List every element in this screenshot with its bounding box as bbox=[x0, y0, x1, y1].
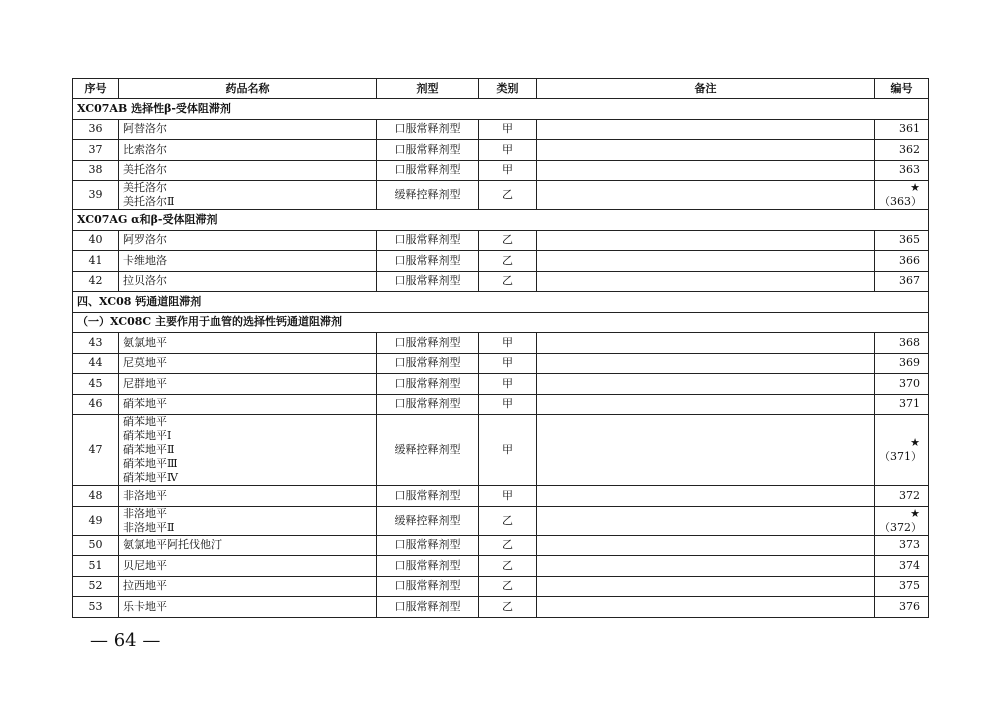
header-no: 序号 bbox=[73, 79, 119, 99]
drug-name: 氨氯地平 bbox=[123, 335, 167, 349]
cell-code: 367 bbox=[875, 271, 929, 292]
cell-no: 48 bbox=[73, 486, 119, 507]
section-row bbox=[73, 210, 929, 231]
cell-form: 缓释控释剂型 bbox=[377, 506, 479, 535]
header-note: 备注 bbox=[537, 79, 875, 99]
cell-code: 375 bbox=[875, 576, 929, 597]
cell-name bbox=[119, 415, 377, 486]
cell-note bbox=[537, 140, 875, 161]
cell-no: 42 bbox=[73, 271, 119, 292]
table-row bbox=[73, 597, 929, 618]
drug-name: 拉贝洛尔 bbox=[123, 274, 167, 288]
cell-name bbox=[119, 576, 377, 597]
cell-form: 口服常释剂型 bbox=[377, 119, 479, 140]
cell-note bbox=[537, 374, 875, 395]
cell-code: 366 bbox=[875, 251, 929, 272]
cell-category: 乙 bbox=[479, 535, 537, 556]
cell-code: 373 bbox=[875, 535, 929, 556]
cell-no: 49 bbox=[73, 506, 119, 535]
cell-category: 乙 bbox=[479, 271, 537, 292]
header-form: 剂型 bbox=[377, 79, 479, 99]
cell-no: 43 bbox=[73, 333, 119, 354]
cell-code: 365 bbox=[875, 230, 929, 251]
table-row bbox=[73, 119, 929, 140]
cell-note bbox=[537, 181, 875, 210]
table-row bbox=[73, 394, 929, 415]
cell-form: 口服常释剂型 bbox=[377, 140, 479, 161]
cell-name bbox=[119, 486, 377, 507]
cell-category: 乙 bbox=[479, 597, 537, 618]
cell-no: 50 bbox=[73, 535, 119, 556]
drug-name: 硝苯地平 bbox=[123, 397, 167, 411]
drug-name: 硝苯地平Ⅱ bbox=[123, 443, 175, 456]
drug-table bbox=[72, 78, 929, 618]
drug-name: 硝苯地平Ⅲ bbox=[123, 457, 178, 470]
section-title: 四、XC08 钙通道阻滞剂 bbox=[73, 292, 929, 313]
table-row bbox=[73, 271, 929, 292]
cell-name bbox=[119, 140, 377, 161]
cell-no: 36 bbox=[73, 119, 119, 140]
cell-code: 370 bbox=[875, 374, 929, 395]
page-number: — 64 — bbox=[90, 630, 161, 651]
cell-no: 40 bbox=[73, 230, 119, 251]
cell-name bbox=[119, 374, 377, 395]
cell-code: ★（363） bbox=[875, 181, 929, 210]
drug-name: 氨氯地平阿托伐他汀 bbox=[123, 538, 222, 552]
cell-category: 甲 bbox=[479, 119, 537, 140]
cell-note bbox=[537, 415, 875, 486]
cell-form: 口服常释剂型 bbox=[377, 160, 479, 181]
drug-name: 阿罗洛尔 bbox=[123, 233, 167, 247]
cell-category: 甲 bbox=[479, 353, 537, 374]
cell-code: 376 bbox=[875, 597, 929, 618]
cell-category: 乙 bbox=[479, 251, 537, 272]
cell-category: 乙 bbox=[479, 576, 537, 597]
cell-name bbox=[119, 333, 377, 354]
cell-name bbox=[119, 506, 377, 535]
section-row bbox=[73, 99, 929, 120]
cell-name bbox=[119, 251, 377, 272]
cell-form: 口服常释剂型 bbox=[377, 333, 479, 354]
drug-name: 硝苯地平 bbox=[123, 415, 167, 428]
cell-form: 口服常释剂型 bbox=[377, 556, 479, 577]
cell-note bbox=[537, 230, 875, 251]
drug-name: 非洛地平Ⅱ bbox=[123, 520, 175, 534]
cell-no: 46 bbox=[73, 394, 119, 415]
cell-category: 乙 bbox=[479, 181, 537, 210]
cell-code: 374 bbox=[875, 556, 929, 577]
cell-no: 39 bbox=[73, 181, 119, 210]
cell-no: 47 bbox=[73, 415, 119, 486]
drug-name: 阿替洛尔 bbox=[123, 122, 167, 136]
drug-name: 非洛地平 bbox=[123, 488, 167, 502]
table-row bbox=[73, 333, 929, 354]
cell-name bbox=[119, 353, 377, 374]
cell-category: 甲 bbox=[479, 415, 537, 486]
cell-note bbox=[537, 535, 875, 556]
cell-note bbox=[537, 486, 875, 507]
cell-note bbox=[537, 576, 875, 597]
cell-name bbox=[119, 160, 377, 181]
drug-name: 卡维地洛 bbox=[123, 253, 167, 267]
cell-form: 口服常释剂型 bbox=[377, 486, 479, 507]
cell-note bbox=[537, 556, 875, 577]
drug-name: 尼群地平 bbox=[123, 376, 167, 390]
header-category: 类别 bbox=[479, 79, 537, 99]
cell-no: 45 bbox=[73, 374, 119, 395]
cell-no: 44 bbox=[73, 353, 119, 374]
table-row bbox=[73, 181, 929, 210]
cell-category: 乙 bbox=[479, 506, 537, 535]
cell-category: 乙 bbox=[479, 556, 537, 577]
cell-category: 甲 bbox=[479, 160, 537, 181]
cell-form: 口服常释剂型 bbox=[377, 374, 479, 395]
drug-name: 比索洛尔 bbox=[123, 142, 167, 156]
cell-name bbox=[119, 271, 377, 292]
drug-name: 非洛地平 bbox=[123, 506, 167, 520]
cell-category: 甲 bbox=[479, 140, 537, 161]
cell-category: 甲 bbox=[479, 374, 537, 395]
cell-form: 口服常释剂型 bbox=[377, 597, 479, 618]
table-row bbox=[73, 556, 929, 577]
cell-code: 363 bbox=[875, 160, 929, 181]
cell-code: 371 bbox=[875, 394, 929, 415]
drug-name: 美托洛尔Ⅱ bbox=[123, 195, 175, 208]
drug-name: 硝苯地平Ⅰ bbox=[123, 429, 172, 442]
cell-name bbox=[119, 119, 377, 140]
drug-name: 硝苯地平Ⅳ bbox=[123, 471, 178, 484]
cell-no: 41 bbox=[73, 251, 119, 272]
cell-category: 乙 bbox=[479, 230, 537, 251]
drug-name: 乐卡地平 bbox=[123, 599, 167, 613]
cell-form: 口服常释剂型 bbox=[377, 353, 479, 374]
drug-name: 美托洛尔 bbox=[123, 163, 167, 177]
cell-name bbox=[119, 181, 377, 210]
section-title: （一）XC08C 主要作用于血管的选择性钙通道阻滞剂 bbox=[73, 312, 929, 333]
cell-no: 38 bbox=[73, 160, 119, 181]
cell-form: 口服常释剂型 bbox=[377, 251, 479, 272]
section-title: XC07AB 选择性β-受体阻滞剂 bbox=[73, 99, 929, 120]
cell-name bbox=[119, 535, 377, 556]
cell-form: 口服常释剂型 bbox=[377, 230, 479, 251]
cell-name bbox=[119, 394, 377, 415]
cell-form: 缓释控释剂型 bbox=[377, 415, 479, 486]
cell-note bbox=[537, 160, 875, 181]
table-row bbox=[73, 576, 929, 597]
cell-code: ★（371） bbox=[875, 415, 929, 486]
cell-category: 甲 bbox=[479, 394, 537, 415]
cell-form: 口服常释剂型 bbox=[377, 576, 479, 597]
drug-name: 美托洛尔 bbox=[123, 181, 167, 194]
cell-note bbox=[537, 394, 875, 415]
cell-form: 口服常释剂型 bbox=[377, 271, 479, 292]
table-row bbox=[73, 535, 929, 556]
drug-name: 拉西地平 bbox=[123, 579, 167, 593]
cell-code: 372 bbox=[875, 486, 929, 507]
cell-note bbox=[537, 506, 875, 535]
cell-name bbox=[119, 597, 377, 618]
table-header bbox=[73, 79, 929, 99]
table-row bbox=[73, 140, 929, 161]
cell-note bbox=[537, 251, 875, 272]
table-row bbox=[73, 506, 929, 535]
cell-code: ★（372） bbox=[875, 506, 929, 535]
cell-form: 口服常释剂型 bbox=[377, 394, 479, 415]
table-row bbox=[73, 251, 929, 272]
drug-name: 贝尼地平 bbox=[123, 558, 167, 572]
cell-code: 369 bbox=[875, 353, 929, 374]
cell-category: 甲 bbox=[479, 333, 537, 354]
cell-no: 52 bbox=[73, 576, 119, 597]
cell-code: 368 bbox=[875, 333, 929, 354]
table-row bbox=[73, 415, 929, 486]
cell-note bbox=[537, 333, 875, 354]
table-row bbox=[73, 486, 929, 507]
table-row bbox=[73, 374, 929, 395]
cell-note bbox=[537, 271, 875, 292]
table-row bbox=[73, 353, 929, 374]
table-row bbox=[73, 230, 929, 251]
cell-note bbox=[537, 597, 875, 618]
cell-no: 37 bbox=[73, 140, 119, 161]
header-name: 药品名称 bbox=[119, 79, 377, 99]
header-code: 编号 bbox=[875, 79, 929, 99]
section-row bbox=[73, 292, 929, 313]
cell-no: 51 bbox=[73, 556, 119, 577]
drug-name: 尼莫地平 bbox=[123, 356, 167, 370]
cell-form: 口服常释剂型 bbox=[377, 535, 479, 556]
section-title: XC07AG α和β-受体阻滞剂 bbox=[73, 210, 929, 231]
cell-no: 53 bbox=[73, 597, 119, 618]
cell-form: 缓释控释剂型 bbox=[377, 181, 479, 210]
cell-note bbox=[537, 119, 875, 140]
cell-note bbox=[537, 353, 875, 374]
cell-category: 甲 bbox=[479, 486, 537, 507]
cell-code: 361 bbox=[875, 119, 929, 140]
section-row bbox=[73, 312, 929, 333]
cell-name bbox=[119, 230, 377, 251]
table-body bbox=[73, 99, 929, 618]
cell-name bbox=[119, 556, 377, 577]
cell-code: 362 bbox=[875, 140, 929, 161]
table-row bbox=[73, 160, 929, 181]
